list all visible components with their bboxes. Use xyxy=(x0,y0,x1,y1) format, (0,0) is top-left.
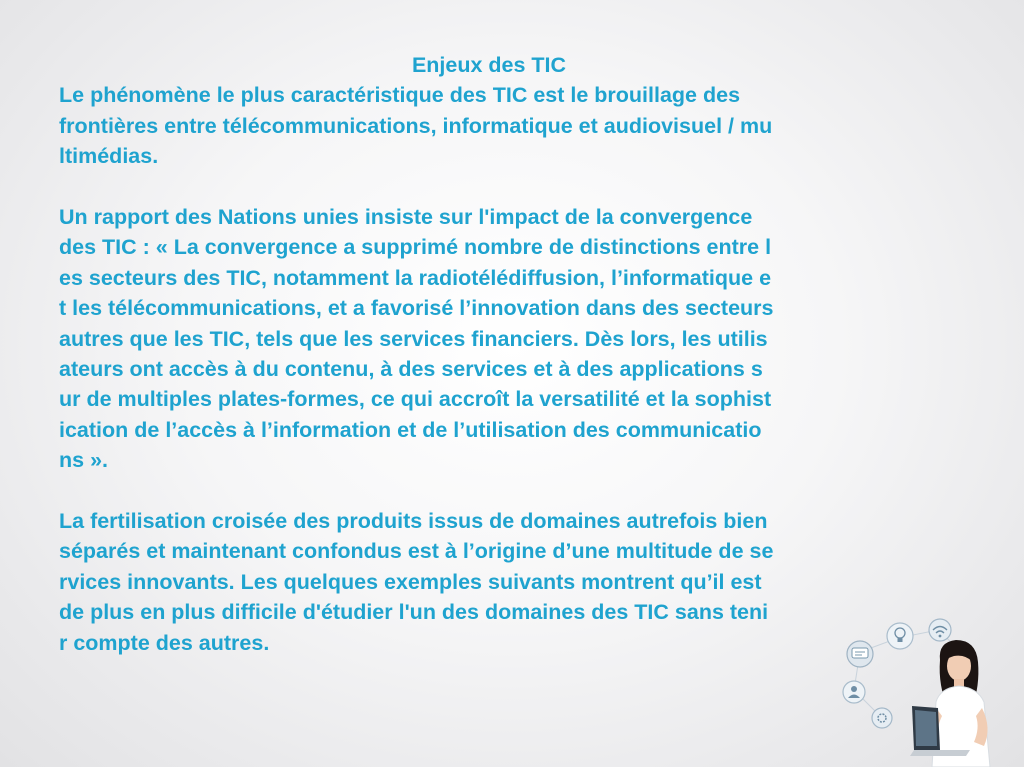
text-line: de plus en plus difficile d'étudier l'un des domaines des TIC sans teni xyxy=(59,600,769,625)
paragraph-1 xyxy=(59,80,939,171)
text-line: ur de multiples plates-formes, ce qui accroît la versatilité et la sophist xyxy=(59,387,772,412)
text-line: frontières entre télécommunications, informatique et audiovisuel / mu xyxy=(59,113,773,138)
text-line: r compte des autres. xyxy=(59,630,270,655)
text-line: ateurs ont accès à du contenu, à des services et à des applications s xyxy=(59,357,763,382)
text-line: des TIC : « La convergence a supprimé nombre de distinctions entre l xyxy=(59,235,772,260)
text-line: Le phénomène le plus caractéristique des TIC est le brouillage des xyxy=(59,83,741,108)
text-line: Un rapport des Nations unies insiste sur l'impact de la convergence xyxy=(59,205,753,230)
slide-text-block xyxy=(59,50,939,658)
text-line: ication de l’accès à l’information et de l’utilisation des communicatio xyxy=(59,417,762,442)
paragraph-2 xyxy=(59,202,939,476)
text-line: autres que les TIC, tels que les services financiers. Dès lors, les utilis xyxy=(59,326,768,351)
woman-with-laptop-illustration xyxy=(820,590,1024,767)
settings-icon xyxy=(872,708,892,728)
text-line: ltimédias. xyxy=(59,144,159,169)
text-line: séparés et maintenant confondus est à l’origine d’une multitude de se xyxy=(59,539,774,564)
text-line: rvices innovants. Les quelques exemples suivants montrent qu’il est xyxy=(59,569,762,594)
text-line: t les télécommunications, et a favorisé l’innovation dans des secteurs xyxy=(59,296,774,321)
lightbulb-icon xyxy=(887,623,913,649)
user-icon xyxy=(843,681,865,703)
slide-title: Enjeux des TIC xyxy=(411,53,567,77)
chat-bubble-icon xyxy=(847,641,873,667)
paragraph-spacer xyxy=(59,172,939,202)
text-line: es secteurs des TIC, notamment la radiotélédiffusion, l’informatique e xyxy=(59,265,772,290)
text-line: La fertilisation croisée des produits issus de domaines autrefois bien xyxy=(59,509,768,534)
text-line: ns ». xyxy=(59,448,108,473)
paragraph-3 xyxy=(59,506,939,658)
wifi-icon xyxy=(929,619,951,641)
paragraph-spacer xyxy=(59,476,939,506)
